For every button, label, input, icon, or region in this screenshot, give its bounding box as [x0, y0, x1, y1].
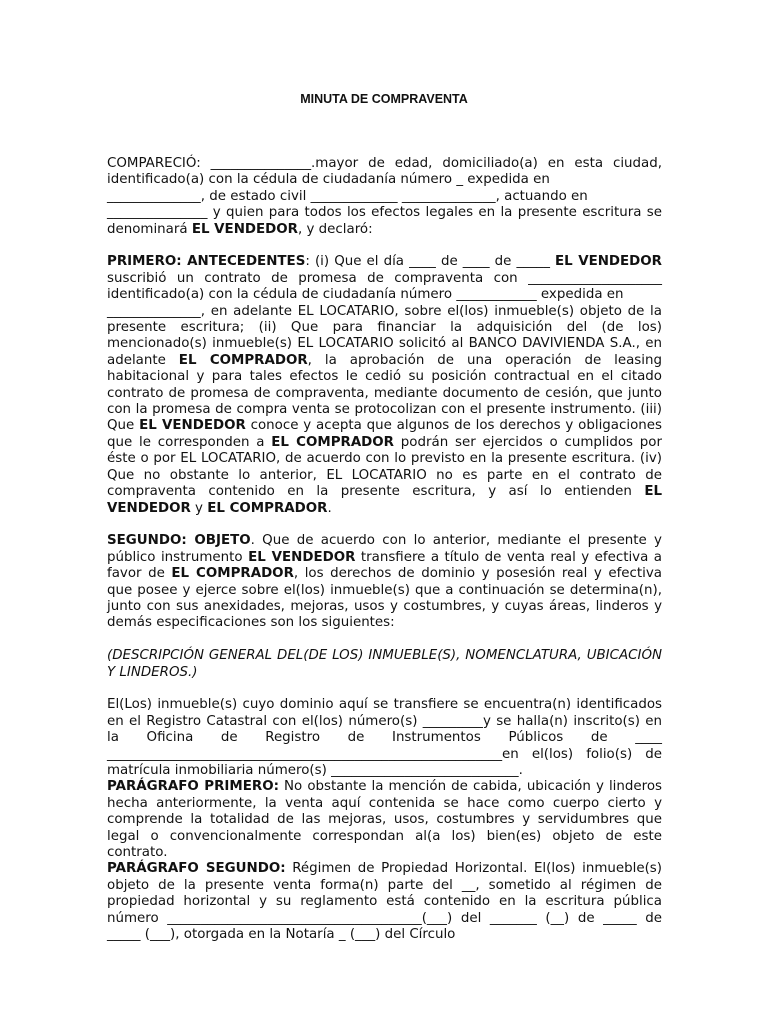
- document-body: [107, 156, 662, 943]
- el-comprador-term: EL COMPRADOR: [271, 434, 394, 450]
- segundo-text: . Que de acuerdo con lo anterior, mediante el presente y público instrumento: [107, 533, 662, 565]
- el-comprador-term: EL COMPRADOR: [207, 500, 328, 516]
- descripcion-paragraph: [107, 648, 662, 681]
- el-vendedor-term: EL VENDEDOR: [555, 254, 662, 270]
- comparecio-end: , y declaró:: [297, 221, 373, 237]
- el-comprador-term: EL COMPRADOR: [178, 352, 308, 368]
- comparecio-text: _______________ y quien para todos los efectos legales en la presente escritura se denominará: [107, 205, 662, 237]
- primero-text: , la aprobación de una operación de leasing habitacional y para tales efectos le cedió su posición contractual en el citado contrato de promesa de compraventa, mediante documento de cesión, que junto con la promesa de compra venta se protocolizan con el presente instrumento. (iii) Que: [107, 352, 662, 434]
- primero-text: ______________, en adelante EL LOCATARIO, sobre el(los) inmueble(s) objeto de la presente escritura; (ii) Que para financiar la adquisición del (de los) mencionado(s) inmueble(s) EL LOCATARIO solicitó al BANCO DAVIVIENDA S.A., en adelante: [107, 303, 662, 368]
- primero-text: podrán ser ejercidos o cumplidos por éste o por EL LOCATARIO, de acuerdo con lo previsto en la presente escritura. (iv) Que no obstante lo anterior, EL LOCATARIO no es parte en el contrato de compraventa contenido en la presente escritura, y así lo entienden: [107, 434, 662, 500]
- primero-paragraph: [107, 254, 662, 303]
- primero-text: suscribió un contrato de promesa de compraventa con ____________________ identificado(a) con la cédula de ciudadanía número ____________ expedida en: [107, 270, 662, 303]
- el-vendedor-term: EL VENDEDOR: [248, 549, 356, 565]
- paragrafo-segundo-heading: PARÁGRAFO SEGUNDO:: [107, 861, 286, 877]
- segundo-text: , los derechos de dominio y posesión real y efectiva que posee y ejerce sobre el(los) inmueble(s) que a continuación se determina(n), junto con sus anexidades, mejoras, usos y costumbres, y cuyas áreas, linderos y demás especificaciones son los siguientes:: [107, 566, 663, 631]
- inmuebles-paragraph: El(Los) inmueble(s) cuyo dominio aquí se transfiere se encuentra(n) identificados en el Registro Catastral con el(los) número(s) _________y se halla(n) inscrito(s) en la Oficina de Registro de Instrumentos Públicos de ____ ___________________________________________________________en el(los) folio(s) de matrícula inmobiliaria número(s) ____________________________.: [107, 697, 662, 778]
- comparecio-line-2: ______________, de estado civil _____________ ______________, actuando en: [107, 188, 588, 204]
- segundo-heading: SEGUNDO: OBJETO: [107, 533, 251, 549]
- el-vendedor-term: EL VENDEDOR: [139, 418, 246, 434]
- primero-heading: PRIMERO: ANTECEDENTES: [107, 254, 306, 270]
- paragrafo-primero-text: No obstante la mención de cabida, ubicación y linderos hecha anteriormente, la venta aquí contenida se hace como cuerpo cierto y comprende la totalidad de las mejoras, usos, costumbres y servidumbres que legal o convencionalmente correspondan al(a los) bien(es) objeto de este contrato.: [107, 779, 663, 860]
- comparecio-line-1: COMPARECIÓ: _______________.mayor de edad, domiciliado(a) en esta ciudad, identificado(a) con la cédula de ciudadanía número _ expedida en: [107, 156, 662, 188]
- document-title: MINUTA DE COMPRAVENTA: [300, 92, 468, 106]
- el-vendedor-term: EL VENDEDOR: [107, 484, 662, 516]
- segundo-text: transfiere a título de venta real y efectiva a favor de: [107, 549, 662, 582]
- primero-text: : (i) Que el día ____ de ____ de _____: [305, 254, 556, 270]
- paragrafo-segundo: [107, 861, 662, 943]
- el-comprador-term: EL COMPRADOR: [171, 566, 294, 582]
- paragrafo-segundo-text: Régimen de Propiedad Horizontal. El(los) inmueble(s) objeto de la presente venta forma(n) parte del __, sometido al régimen de propiedad horizontal y su reglamento está contenido en la escritura pública número ______________________________________(___) del _______ (__) de _____ de _____ (___), otorgada en la Notaría _ (___) del Círculo: [107, 861, 662, 943]
- descripcion-text: (DESCRIPCIÓN GENERAL DEL(DE LOS) INMUEBLE(S), NOMENCLATURA, UBICACIÓN Y LINDEROS.): [107, 648, 662, 680]
- primero-paragraph-cont: [107, 304, 662, 517]
- segundo-paragraph: [107, 533, 662, 631]
- comparecio-line-3: [107, 205, 662, 238]
- primero-text: .: [327, 500, 332, 516]
- paragrafo-primero: [107, 779, 662, 861]
- primero-text: conoce y acepta que algunos de los derechos y obligaciones que le corresponden a: [107, 418, 662, 450]
- primero-text: y: [190, 500, 208, 516]
- paragrafo-primero-heading: PARÁGRAFO PRIMERO:: [107, 779, 279, 795]
- el-vendedor-term: EL VENDEDOR: [191, 221, 298, 237]
